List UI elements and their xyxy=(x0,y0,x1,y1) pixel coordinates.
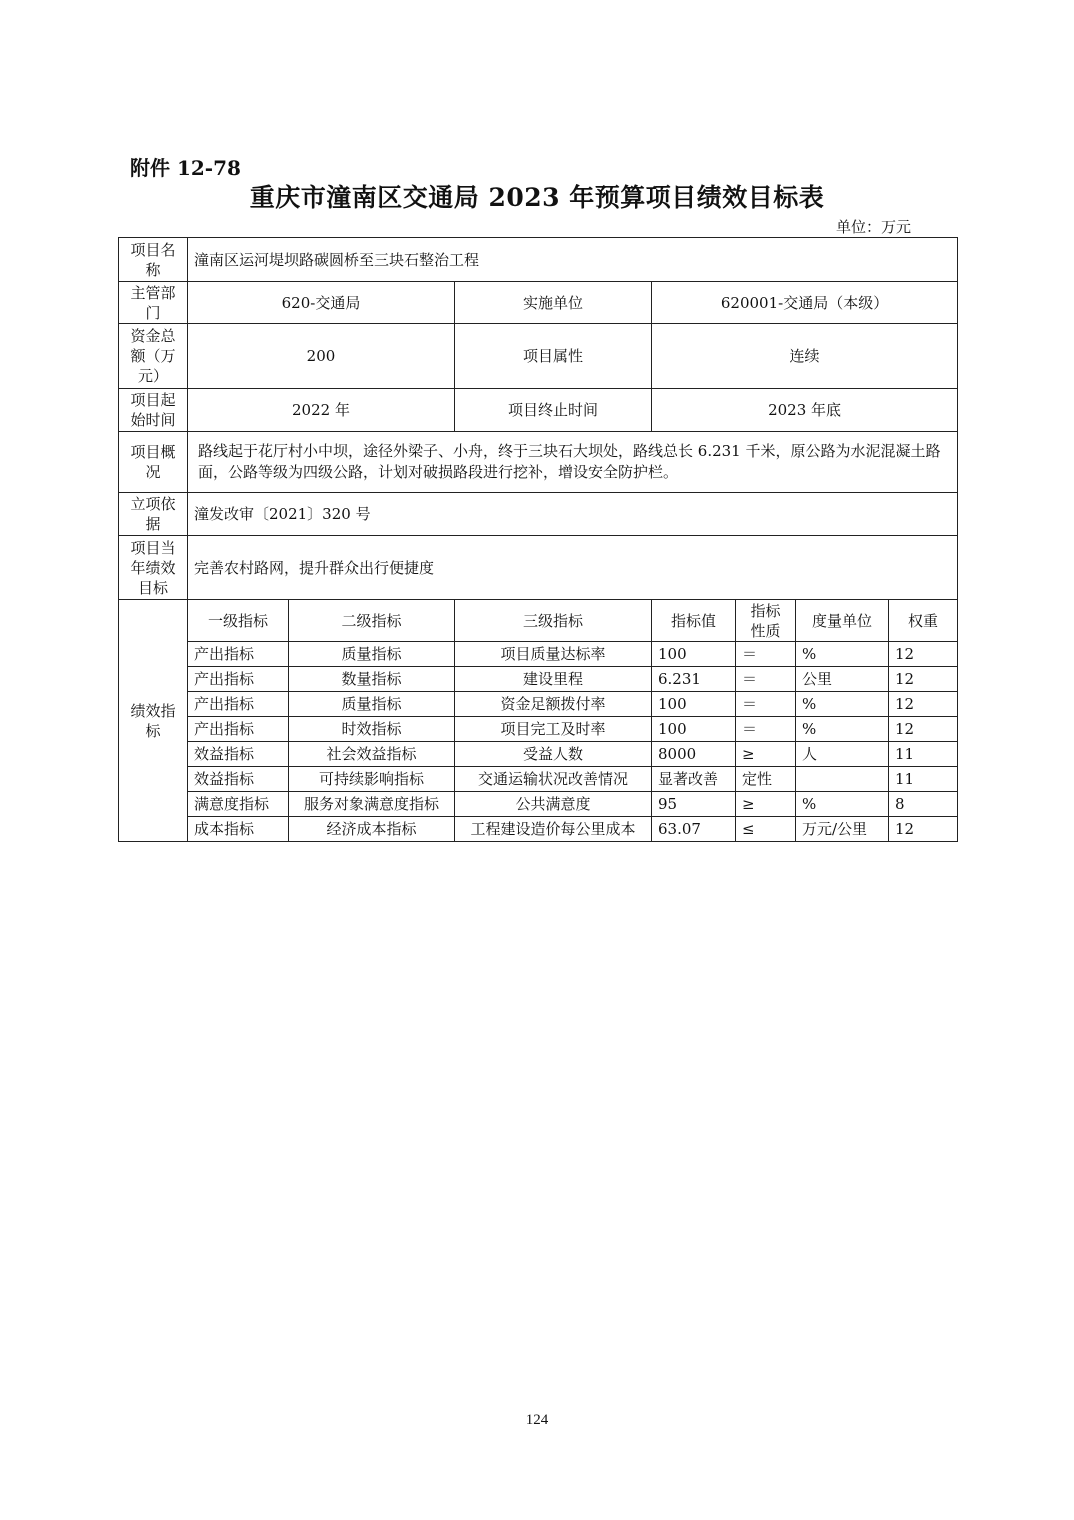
project-name-value: 潼南区运河堤坝路碳圆桥至三块石整治工程 xyxy=(188,238,958,282)
nature-cell: ≤ xyxy=(736,817,796,842)
weight-cell: 12 xyxy=(889,667,958,692)
nature-cell: ≥ xyxy=(736,742,796,767)
level2-cell: 经济成本指标 xyxy=(289,817,455,842)
nature-cell: ≥ xyxy=(736,792,796,817)
overview-label: 项目概况 xyxy=(119,432,188,493)
unit-label: 单位：万元 xyxy=(836,218,912,236)
unit-cell: 人 xyxy=(796,742,889,767)
nature-cell: 定性 xyxy=(736,767,796,792)
level2-cell: 时效指标 xyxy=(289,717,455,742)
basis-label: 立项依据 xyxy=(119,493,188,536)
unit-cell xyxy=(796,767,889,792)
header-value: 指标值 xyxy=(652,600,736,642)
implementing-unit-label: 实施单位 xyxy=(455,282,652,324)
unit-cell: % xyxy=(796,717,889,742)
level3-cell: 建设里程 xyxy=(455,667,652,692)
unit-cell: % xyxy=(796,792,889,817)
level3-cell: 公共满意度 xyxy=(455,792,652,817)
basis-value: 潼发改审〔2021〕320 号 xyxy=(188,493,958,536)
table-row xyxy=(119,667,958,692)
start-time-label: 项目起始时间 xyxy=(119,389,188,432)
level1-cell: 效益指标 xyxy=(188,767,289,792)
weight-cell: 12 xyxy=(889,692,958,717)
weight-cell: 11 xyxy=(889,742,958,767)
value-cell: 显著改善 xyxy=(652,767,736,792)
table-row xyxy=(119,717,958,742)
level2-cell: 数量指标 xyxy=(289,667,455,692)
annual-goal-value: 完善农村路网，提升群众出行便捷度 xyxy=(188,536,958,600)
unit-cell: 公里 xyxy=(796,667,889,692)
level3-cell: 项目完工及时率 xyxy=(455,717,652,742)
header-weight: 权重 xyxy=(889,600,958,642)
weight-cell: 12 xyxy=(889,717,958,742)
level1-cell: 满意度指标 xyxy=(188,792,289,817)
nature-cell: ＝ xyxy=(736,642,796,667)
level1-cell: 产出指标 xyxy=(188,667,289,692)
value-cell: 8000 xyxy=(652,742,736,767)
level2-cell: 服务对象满意度指标 xyxy=(289,792,455,817)
level3-cell: 受益人数 xyxy=(455,742,652,767)
table-row xyxy=(119,742,958,767)
unit-cell: % xyxy=(796,642,889,667)
level3-cell: 工程建设造价每公里成本 xyxy=(455,817,652,842)
value-cell: 100 xyxy=(652,692,736,717)
value-cell: 6.231 xyxy=(652,667,736,692)
nature-cell: ＝ xyxy=(736,667,796,692)
level2-cell: 可持续影响指标 xyxy=(289,767,455,792)
header-nature: 指标性质 xyxy=(736,600,796,642)
table-row xyxy=(119,767,958,792)
level2-cell: 社会效益指标 xyxy=(289,742,455,767)
project-attribute-label: 项目属性 xyxy=(455,324,652,389)
table-row xyxy=(119,642,958,667)
end-time-value: 2023 年底 xyxy=(652,389,958,432)
project-attribute-value: 连续 xyxy=(652,324,958,389)
department-label: 主管部门 xyxy=(119,282,188,324)
header-level1: 一级指标 xyxy=(188,600,289,642)
level1-cell: 效益指标 xyxy=(188,742,289,767)
header-level2: 二级指标 xyxy=(289,600,455,642)
indicators-section-label: 绩效指标 xyxy=(119,600,188,842)
nature-cell: ＝ xyxy=(736,717,796,742)
unit-cell: 万元/公里 xyxy=(796,817,889,842)
level2-cell: 质量指标 xyxy=(289,692,455,717)
attachment-number: 附件 12-78 xyxy=(130,156,241,180)
value-cell: 100 xyxy=(652,642,736,667)
level3-cell: 资金足额拨付率 xyxy=(455,692,652,717)
total-funds-value: 200 xyxy=(188,324,455,389)
level1-cell: 成本指标 xyxy=(188,817,289,842)
performance-target-table xyxy=(118,237,958,842)
value-cell: 63.07 xyxy=(652,817,736,842)
nature-cell: ＝ xyxy=(736,692,796,717)
table-row xyxy=(119,817,958,842)
unit-cell: % xyxy=(796,692,889,717)
weight-cell: 12 xyxy=(889,642,958,667)
level1-cell: 产出指标 xyxy=(188,692,289,717)
page-title: 重庆市潼南区交通局 2023 年预算项目绩效目标表 xyxy=(249,183,825,212)
weight-cell: 12 xyxy=(889,817,958,842)
table-row xyxy=(119,792,958,817)
start-time-value: 2022 年 xyxy=(188,389,455,432)
table-row xyxy=(119,692,958,717)
level1-cell: 产出指标 xyxy=(188,717,289,742)
weight-cell: 8 xyxy=(889,792,958,817)
project-name-label: 项目名称 xyxy=(119,238,188,282)
implementing-unit-value: 620001-交通局（本级） xyxy=(652,282,958,324)
value-cell: 95 xyxy=(652,792,736,817)
total-funds-label: 资金总额（万元） xyxy=(119,324,188,389)
level2-cell: 质量指标 xyxy=(289,642,455,667)
header-unit: 度量单位 xyxy=(796,600,889,642)
level3-cell: 交通运输状况改善情况 xyxy=(455,767,652,792)
level3-cell: 项目质量达标率 xyxy=(455,642,652,667)
department-value: 620-交通局 xyxy=(188,282,455,324)
weight-cell: 11 xyxy=(889,767,958,792)
header-level3: 三级指标 xyxy=(455,600,652,642)
level1-cell: 产出指标 xyxy=(188,642,289,667)
annual-goal-label: 项目当年绩效目标 xyxy=(119,536,188,600)
overview-value: 路线起于花厅村小中坝，途径外梁子、小舟，终于三块石大坝处，路线总长 6.231 千米，原公路为水泥混凝土路面，公路等级为四级公路，计划对破损路段进行挖补，增设安全防护栏。 xyxy=(188,432,958,493)
value-cell: 100 xyxy=(652,717,736,742)
page-number: 124 xyxy=(525,1412,549,1428)
end-time-label: 项目终止时间 xyxy=(455,389,652,432)
